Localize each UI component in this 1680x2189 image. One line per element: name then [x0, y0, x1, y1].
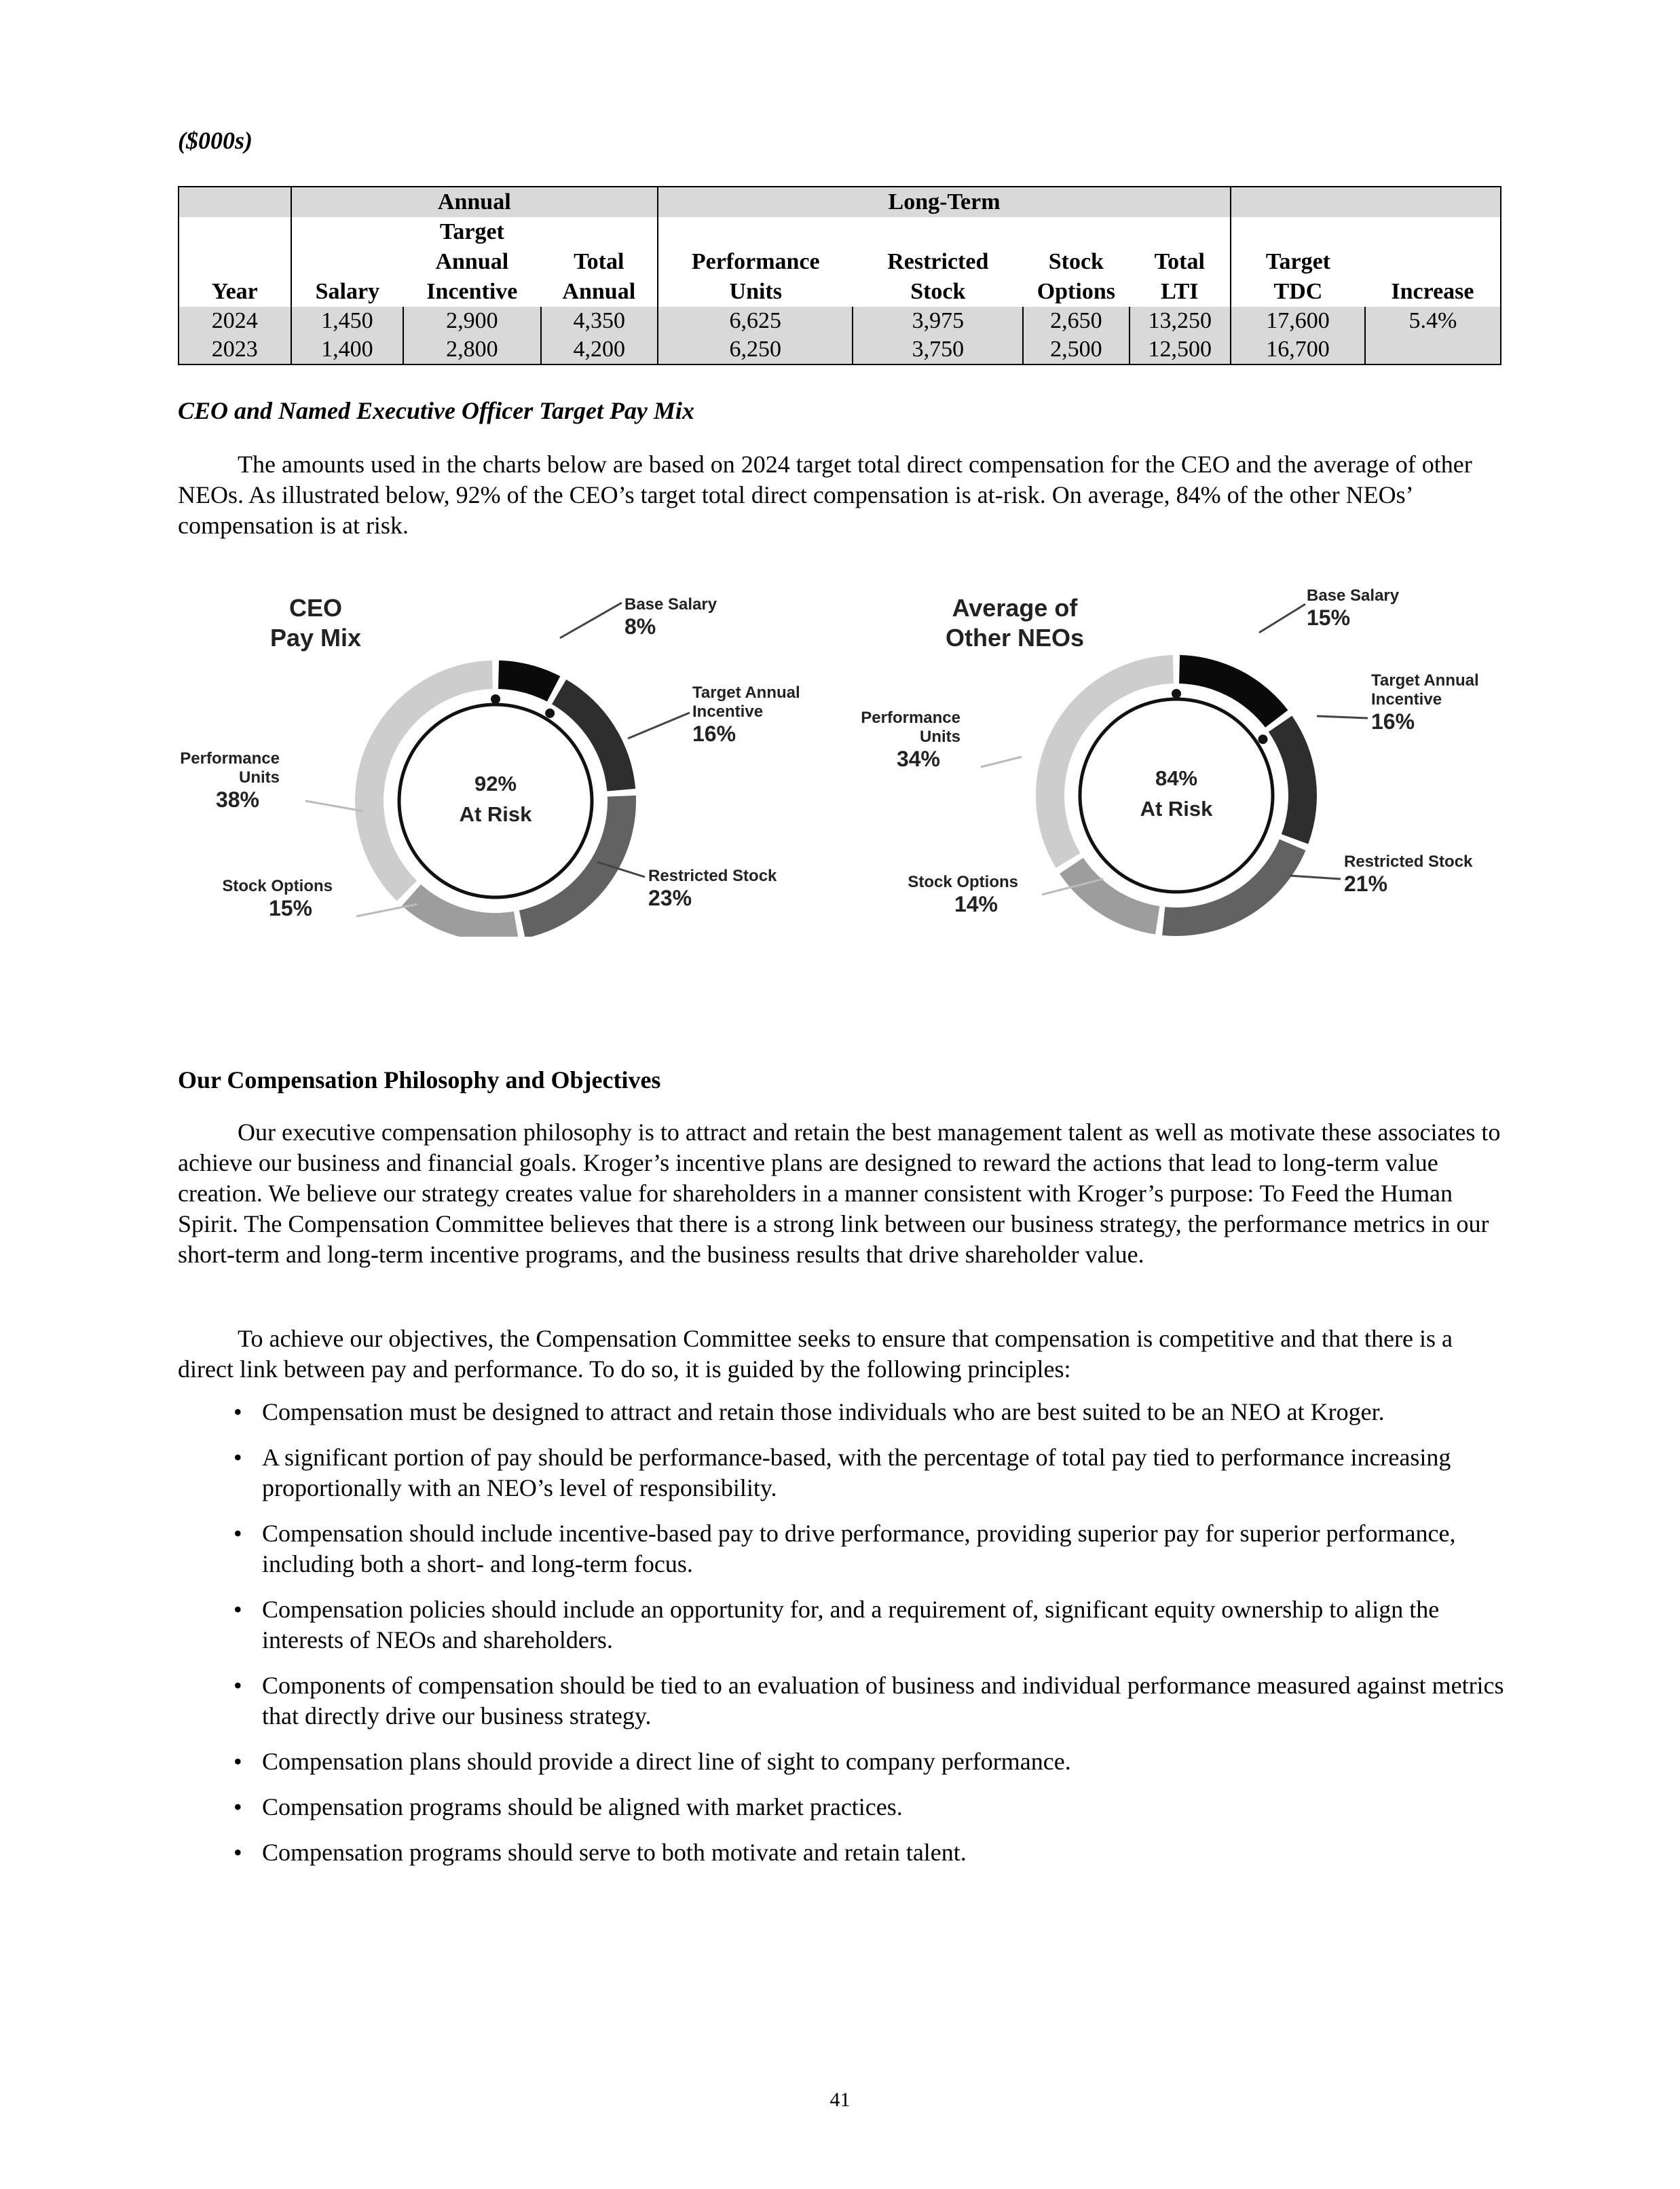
slice-label: Performance [180, 749, 280, 768]
col-header-line: TDC [1273, 279, 1323, 304]
philosophy-paragraph-2 [178, 1324, 1501, 1385]
center-label: At Risk [459, 802, 532, 826]
cell-total-annual: 4,350 [541, 307, 658, 335]
cell-total-lti: 13,250 [1130, 307, 1231, 335]
table-row [179, 307, 1501, 335]
col-header-line: Stock [1048, 249, 1104, 274]
principles-list [178, 1397, 1508, 1883]
slice-label: Base Salary [624, 595, 717, 614]
chart-title: Pay Mix [269, 624, 362, 652]
list-item [178, 1594, 1508, 1655]
slice-label: Target Annual [692, 684, 800, 702]
center-label: 92% [474, 772, 517, 796]
slice-label: Incentive [1371, 690, 1442, 709]
slice-label: Units [239, 768, 280, 787]
slice-value-label: 14% [954, 892, 998, 916]
page-number: 41 [829, 2089, 851, 2111]
principle-text: Compensation programs should be aligned with market practices. [262, 1793, 903, 1820]
col-header-target-annual-incentive [403, 217, 540, 307]
cell-target-annual-incentive: 2,800 [403, 335, 540, 364]
bullet-icon: • [234, 1672, 242, 1699]
col-header-line: LTI [1161, 279, 1199, 304]
slice-label: Units [920, 728, 960, 746]
compensation-table [178, 186, 1501, 365]
slice-value-label: 34% [896, 747, 940, 771]
cell-stock-options: 2,650 [1023, 307, 1129, 335]
col-header-line: Performance [691, 249, 820, 274]
principle-text: A significant portion of pay should be performance-based, with the percentage of total pay tied to performance increasing proportionally with an NEO’s level of responsibility. [262, 1444, 1451, 1501]
slice-value-label: 38% [215, 787, 259, 812]
units-label: ($000s) [178, 127, 253, 154]
leader-line [1290, 876, 1341, 879]
list-item [178, 1837, 1508, 1868]
cell-target-tdc: 16,700 [1231, 335, 1365, 364]
at-risk-ring [1080, 699, 1273, 892]
col-header-total-annual [541, 217, 658, 307]
col-header-restricted-stock [853, 217, 1023, 307]
principle-text: Compensation must be designed to attract and retain those individuals who are best suited to be an NEO at Kroger. [262, 1398, 1385, 1425]
col-header-performance-units [658, 217, 853, 307]
philosophy-heading: Our Compensation Philosophy and Objectives [178, 1066, 661, 1093]
col-header-line: Stock [910, 279, 966, 304]
col-header-total-lti [1130, 217, 1231, 307]
slice-value-label: 16% [692, 722, 736, 746]
col-header-line: Units [729, 279, 782, 304]
leader-line [1259, 604, 1305, 633]
leader-line [305, 801, 363, 811]
bullet-icon: • [234, 1398, 242, 1425]
slice-value-label: 21% [1344, 872, 1388, 896]
cell-increase: 5.4% [1365, 307, 1501, 335]
at-risk-start-marker [545, 709, 555, 718]
principle-text: Compensation should include incentive-based pay to drive performance, providing superior pay for superior performance, including both a short- and long-term focus. [262, 1520, 1456, 1577]
slice-label: Base Salary [1307, 586, 1400, 605]
slice-label: Performance [861, 709, 960, 727]
col-header-line: Incentive [426, 279, 518, 304]
col-header-line: Target [439, 219, 504, 244]
at-risk-end-marker [491, 694, 500, 704]
pay-mix-heading: CEO and Named Executive Officer Target Pay Mix [178, 397, 694, 424]
cell-increase [1365, 335, 1501, 364]
principle-text: Compensation programs should serve to both motivate and retain talent. [262, 1839, 967, 1866]
cell-restricted-stock: 3,750 [853, 335, 1023, 364]
chart-slice [498, 660, 560, 701]
group-header-blank [179, 187, 291, 217]
cell-total-lti: 12,500 [1130, 335, 1231, 364]
chart-title: Average of [952, 594, 1078, 622]
col-header-line: Options [1037, 279, 1115, 304]
cell-salary: 1,450 [291, 307, 404, 335]
col-header-line: Annual [435, 249, 509, 274]
col-header-line: Target [1265, 249, 1330, 274]
list-item [178, 1397, 1508, 1427]
group-header-long-term: Long-Term [658, 187, 1231, 217]
col-header-increase: Increase [1365, 217, 1501, 307]
cell-target-annual-incentive: 2,900 [403, 307, 540, 335]
leader-line [1317, 716, 1368, 718]
list-item [178, 1518, 1508, 1579]
cell-restricted-stock: 3,975 [853, 307, 1023, 335]
principle-text: Compensation policies should include an opportunity for, and a requirement of, significant equity ownership to align the interests of NEOs and shareholders. [262, 1596, 1440, 1653]
slice-value-label: 15% [268, 896, 312, 920]
cell-target-tdc: 17,600 [1231, 307, 1365, 335]
slice-value-label: 16% [1371, 709, 1415, 734]
pay-mix-charts [163, 570, 1520, 937]
slice-label: Stock Options [908, 873, 1018, 891]
center-label: 84% [1155, 766, 1198, 790]
bullet-icon: • [234, 1520, 242, 1547]
slice-label: Stock Options [222, 877, 333, 895]
slice-label: Restricted Stock [648, 867, 777, 885]
col-header-year: Year [179, 217, 291, 307]
bullet-icon: • [234, 1596, 242, 1623]
philosophy-paragraph-1-text: Our executive compensation philosophy is to attract and retain the best management talent as well as motivate these associates to achieve our business and financial goals. Kroger’s incentive plans are designed to reward the actions that lead to long-term value creation. We believe our strategy creates value for shareholders in a manner consistent with Kroger’s purpose: To Feed the Human Spirit. The Compensation Committee believes that there is a strong link between our business strategy, the performance metrics in our short-term and long-term incentive programs, and the business results that drive shareholder value. [178, 1119, 1501, 1268]
slice-label: Target Annual [1371, 671, 1479, 690]
cell-stock-options: 2,500 [1023, 335, 1129, 364]
leader-line [628, 713, 690, 738]
slice-value-label: 8% [624, 614, 656, 639]
cell-year: 2023 [179, 335, 291, 364]
cell-year: 2024 [179, 307, 291, 335]
chart-slice [1269, 715, 1317, 844]
cell-total-annual: 4,200 [541, 335, 658, 364]
col-header-line: Total [1154, 249, 1205, 274]
col-header-line: Total [574, 249, 624, 274]
slice-label: Restricted Stock [1344, 853, 1473, 871]
group-header-annual: Annual [291, 187, 658, 217]
leader-line [981, 757, 1022, 767]
group-header-blank-right [1231, 187, 1501, 217]
principle-text: Compensation plans should provide a direct line of sight to company performance. [262, 1748, 1071, 1775]
col-header-line: Restricted [887, 249, 989, 274]
col-header-salary: Salary [291, 217, 404, 307]
bullet-icon: • [234, 1793, 242, 1820]
cell-performance-units: 6,625 [658, 307, 853, 335]
list-item [178, 1746, 1508, 1777]
at-risk-start-marker [1258, 734, 1267, 744]
principle-text: Components of compensation should be tied to an evaluation of business and individual performance measured against metrics that directly drive our business strategy. [262, 1672, 1504, 1729]
col-header-stock-options [1023, 217, 1129, 307]
pay-mix-intro [178, 449, 1501, 541]
bullet-icon: • [234, 1444, 242, 1471]
pay-mix-intro-text: The amounts used in the charts below are based on 2024 target total direct compensation for the CEO and the average of other NEOs. As illustrated below, 92% of the CEO’s target total direct compensation is at-risk. On average, 84% of the other NEOs’ compensation is at risk. [178, 451, 1472, 539]
col-header-line: Annual [562, 279, 636, 304]
cell-performance-units: 6,250 [658, 335, 853, 364]
at-risk-ring [399, 705, 592, 897]
center-label: At Risk [1140, 797, 1213, 821]
at-risk-end-marker [1172, 689, 1181, 698]
chart-title: Other NEOs [945, 624, 1085, 652]
list-item [178, 1670, 1508, 1732]
chart-title: CEO [288, 594, 343, 622]
col-header-target-tdc [1231, 217, 1365, 307]
cell-salary: 1,400 [291, 335, 404, 364]
bullet-icon: • [234, 1839, 242, 1866]
slice-label: Incentive [692, 703, 764, 721]
slice-value-label: 15% [1307, 605, 1351, 630]
bullet-icon: • [234, 1748, 242, 1775]
pay-mix-charts-svg [163, 570, 1520, 937]
slice-value-label: 23% [648, 886, 692, 910]
list-item [178, 1792, 1508, 1822]
list-item [178, 1442, 1508, 1503]
philosophy-paragraph-2-text: To achieve our objectives, the Compensation Committee seeks to ensure that compensation is competitive and that there is a direct link between pay and performance. To do so, it is guided by the following principles: [178, 1325, 1453, 1383]
philosophy-paragraph-1 [178, 1117, 1501, 1270]
leader-line [560, 603, 622, 638]
table-row [179, 335, 1501, 364]
